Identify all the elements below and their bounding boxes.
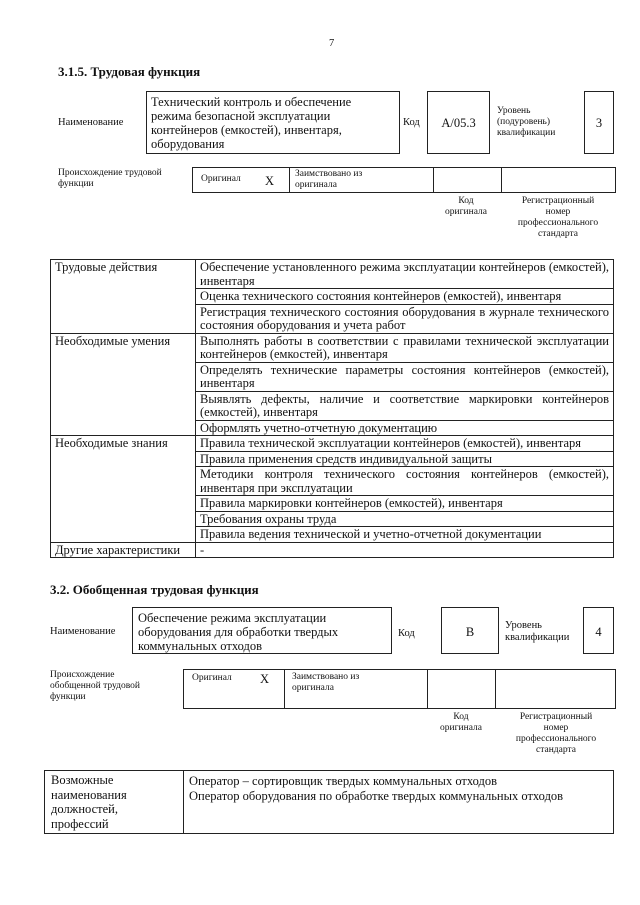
positions-label-line: должностей, (51, 802, 118, 816)
list-item: Регистрация технического состояния оборудования в журнале технического состояния оборудования и учета работ (196, 304, 614, 333)
level-label (505, 620, 569, 644)
list-item: Выполнять работы в соответствии с правилами технической эксплуатации контейнеров (емкостей), инвентаря (196, 333, 614, 362)
function-name-line: Обеспечение режима эксплуатации (138, 611, 327, 625)
origin-label-line: Происхождение (50, 670, 115, 680)
origin-label (58, 168, 162, 190)
level-label (497, 106, 555, 139)
function-name-line: Технический контроль и обеспечение (151, 95, 352, 109)
divider (501, 168, 502, 192)
positions-table (44, 770, 614, 834)
code-value: A/05.3 (441, 116, 476, 130)
code-value: B (465, 625, 475, 639)
borrowed-label-line: Заимствовано из (292, 672, 360, 682)
row-label: Трудовые действия (51, 260, 196, 334)
list-item: Выявлять дефекты, наличие и соответствие маркировки контейнеров (емкостей), инвентаря (196, 391, 614, 420)
list-item: - (196, 542, 614, 558)
positions-label-line: профессий (51, 816, 109, 831)
caption-line: стандарта (538, 229, 578, 239)
original-mark: X (265, 174, 275, 188)
original-mark: X (260, 672, 270, 686)
caption-line: оригинала (445, 207, 487, 217)
level-box (584, 91, 614, 154)
function-name-line: режима безопасной эксплуатации (151, 109, 331, 123)
registration-caption (496, 712, 616, 756)
divider (289, 168, 290, 192)
positions-label (51, 773, 127, 831)
caption-line: Регистрационный (521, 196, 595, 206)
level-label-line: (подуровень) (497, 117, 551, 127)
function-name-line: оборудования (151, 137, 225, 151)
caption-line: Код (458, 196, 474, 206)
code-label: Код (398, 628, 415, 639)
table-row (51, 542, 614, 558)
generalized-function-name-box (132, 607, 392, 654)
caption-line: оригинала (440, 723, 482, 733)
origin-label-line: обобщенной трудовой (50, 681, 140, 691)
list-item: Правила ведения технической и учетно-отчетной документации (196, 527, 614, 543)
level-value: 4 (595, 625, 602, 639)
list-item: Оператор – сортировщик твердых коммунальных отходов (189, 774, 498, 788)
positions-label-line: наименования (51, 787, 127, 802)
section-heading: 3.2. Обобщенная трудовая функция (50, 582, 259, 597)
row-label: Другие характеристики (51, 542, 196, 558)
list-item: Правила маркировки контейнеров (емкостей), инвентаря (196, 496, 614, 512)
list-item: Правила технической эксплуатации контейнеров (емкостей), инвентаря (196, 436, 614, 452)
original-label: Оригинал (192, 673, 232, 683)
function-name-line: коммунальных отходов (138, 639, 262, 653)
caption-line: профессионального (517, 218, 599, 228)
list-item: Оператор оборудования по обработке твердых коммунальных отходов (189, 789, 564, 803)
caption-line: стандарта (536, 745, 576, 755)
name-label: Наименование (50, 626, 116, 637)
positions-label-line: Возможные (51, 773, 114, 787)
level-label-line: квалификации (505, 632, 570, 643)
level-box (583, 607, 614, 654)
level-label-line: Уровень (505, 620, 542, 631)
borrowed-label-line: оригинала (292, 683, 334, 693)
row-label: Необходимые умения (51, 333, 196, 436)
list-item: Правила применения средств индивидуальной защиты (196, 451, 614, 467)
origin-label-line: функции (50, 692, 86, 702)
list-item: Обеспечение установленного режима эксплуатации контейнеров (емкостей), инвентаря (196, 260, 614, 289)
list-item: Требования охраны труда (196, 511, 614, 527)
origin-row (183, 669, 616, 709)
level-label-line: Уровень (497, 106, 531, 116)
origin-label-line: Происхождение трудовой (58, 168, 162, 178)
list-item: Оценка технического состояния контейнеров (емкостей), инвентаря (196, 289, 614, 305)
origin-label (50, 670, 140, 703)
divider (183, 771, 184, 833)
divider (433, 168, 434, 192)
divider (427, 670, 428, 708)
function-name-box (146, 91, 400, 154)
original-code-caption (425, 712, 497, 734)
caption-line: профессионального (515, 734, 597, 744)
row-label: Необходимые знания (51, 436, 196, 543)
code-box (441, 607, 499, 654)
list-item: Оформлять учетно-отчетную документацию (196, 420, 614, 436)
list-item: Определять технические параметры состояния контейнеров (емкостей), инвентаря (196, 362, 614, 391)
function-name-line: оборудования для обработки твердых (138, 625, 339, 639)
original-code-caption (430, 196, 502, 218)
caption-line: Регистрационный (519, 712, 593, 722)
list-item: Методики контроля технического состояния контейнеров (емкостей), инвентаря при эксплуатации (196, 467, 614, 496)
divider (495, 670, 496, 708)
caption-line: номер (545, 207, 571, 217)
divider (284, 670, 285, 708)
code-label: Код (403, 117, 420, 128)
section-heading: 3.1.5. Трудовая функция (58, 64, 201, 79)
code-box (427, 91, 490, 154)
original-label: Оригинал (201, 174, 241, 184)
positions-list (189, 774, 563, 804)
function-details-table (50, 259, 614, 558)
origin-label-line: функции (58, 179, 94, 189)
level-label-line: квалификации (497, 128, 556, 138)
registration-caption (500, 196, 616, 240)
page-number: 7 (329, 38, 335, 49)
table-row (51, 436, 614, 452)
caption-line: Код (453, 712, 469, 722)
borrowed-label-line: Заимствовано из (295, 169, 363, 179)
table-row (51, 333, 614, 362)
borrowed-label (292, 672, 359, 694)
table-row (51, 260, 614, 289)
function-name-line: контейнеров (емкостей), инвентаря, (151, 123, 342, 137)
caption-line: номер (543, 723, 569, 733)
level-value: 3 (595, 116, 603, 130)
borrowed-label-line: оригинала (295, 180, 337, 190)
borrowed-label (295, 169, 362, 191)
origin-row (192, 167, 616, 193)
name-label: Наименование (58, 117, 124, 128)
